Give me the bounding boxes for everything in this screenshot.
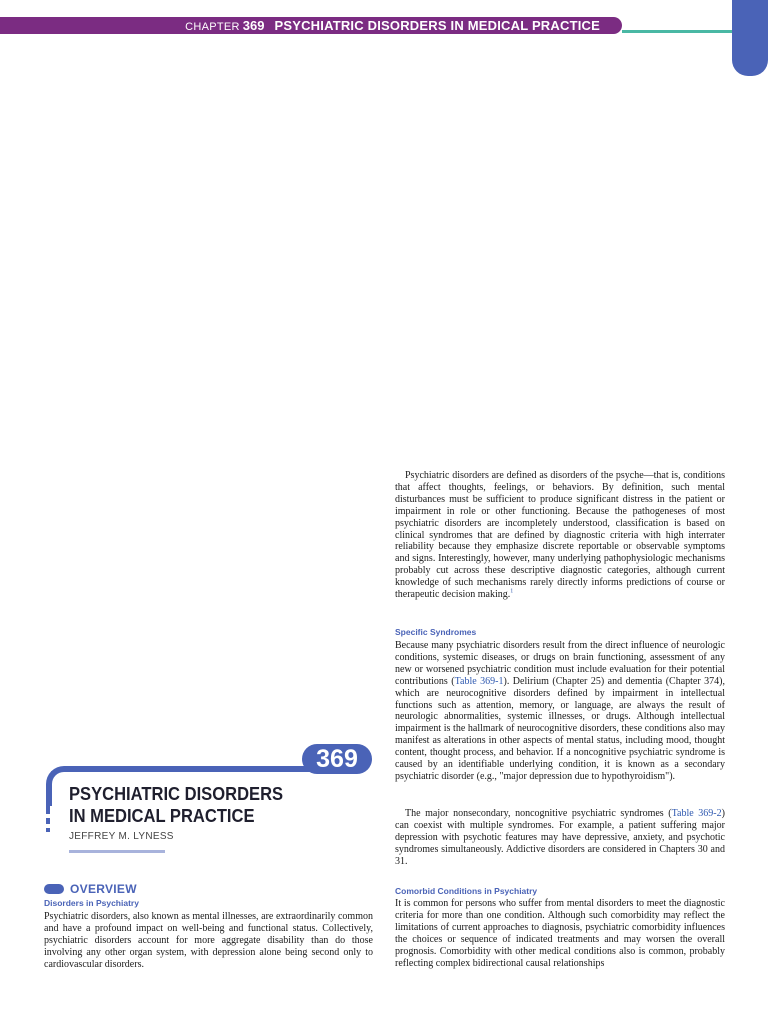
comorbid-paragraph: It is common for persons who suffer from mental disorders to meet the diagnostic criteria for more than one condition. Although such comorbidity may reflect the limitations of current approaches to diagnosis, psychiatric comorbidity influences the choices or sequence of indicated treatments and may worsen the overall prognosis. Comorbidity with other medical conditions also is common, probably reflecting complex bidirectional causal relationships	[395, 898, 725, 969]
syndromes-text: Because many psychiatric disorders result from the direct influence of neurologic conditions, systemic diseases, or drugs on brain functioning, assessment of any new or worsened psychiatric condition must include evaluation for their potential contributions (	[395, 640, 725, 687]
chapter-number-badge: 369	[302, 744, 372, 774]
syndromes-text: ) can coexist with multiple syndromes. For example, a patient suffering major depression with psychotic features may have depressive, anxiety, and psychotic syndromes simultaneously. Addictive disorders are considered in Chapters 30 and 31.	[395, 808, 725, 867]
syndromes-text: The major nonsecondary, noncognitive psychiatric syndromes (	[405, 808, 672, 819]
disorders-subheading: Disorders in Psychiatry	[44, 898, 139, 908]
author-underline	[69, 850, 165, 853]
intro-paragraph	[395, 470, 725, 601]
header-chapter-word: CHAPTER	[185, 21, 240, 33]
specific-syndromes-heading: Specific Syndromes	[395, 627, 477, 637]
reference-superscript[interactable]: 1	[510, 588, 514, 595]
header-chapter-number: 369	[242, 18, 265, 33]
chapter-title	[69, 783, 308, 827]
syndromes-paragraph-1	[395, 640, 725, 783]
comorbid-conditions-heading: Comorbid Conditions in Psychiatry	[395, 886, 538, 896]
chapter-title-line-1: PSYCHIATRIC DISORDERS	[69, 784, 284, 804]
page-edge-tab	[732, 0, 768, 76]
chapter-title-line-2: IN MEDICAL PRACTICE	[69, 806, 255, 826]
page-number: 2305	[699, 18, 727, 32]
bracket-dash	[46, 818, 50, 824]
syndromes-text: ). Delirium (Chapter 25) and dementia (Chapter 374), which are neurocognitive disorders defined by impairment in intellectual functions such as attention, memory, or language, are always the result of neurologic abnormalities, systemic illnesses, or drugs. Although intellectual impairment is the hallmark of neurocognitive disorders, these conditions also may manifest as alterations in other aspects of mental status, including mood, thought content, thought process, and behavior. If a noncognitive psychiatric syndrome is caused by an identifiable underlying condition, it is known as a secondary psychiatric disorder (e.g., "major depression due to hypothyroidism").	[395, 675, 726, 782]
bracket-dash	[46, 806, 50, 814]
syndromes-paragraph-2	[395, 808, 725, 868]
chapter-author: JEFFREY M. LYNESS	[69, 831, 174, 842]
bracket-dash	[46, 828, 50, 832]
running-header	[0, 17, 600, 34]
overview-heading: OVERVIEW	[70, 882, 137, 896]
table-369-2-link[interactable]: Table 369-2	[671, 808, 722, 819]
overview-bullet-icon	[44, 884, 64, 894]
overview-paragraph: Psychiatric disorders, also known as mental illnesses, are extraordinarily common and have a profound impact on well-being and functional status. Collectively, psychiatric disorders account for more aggregate disability than do those involving any other organ system, with depression alone being second only to cardiovascular disorders.	[44, 911, 373, 970]
table-369-1-link[interactable]: Table 369-1	[454, 675, 504, 687]
header-running-title: PSYCHIATRIC DISORDERS IN MEDICAL PRACTICE	[274, 18, 600, 33]
intro-text: Psychiatric disorders are defined as disorders of the psyche—that is, conditions that affect thoughts, feelings, or behaviors. By definition, such mental disturbances must be sufficient to produce significant distress in the patient or impairment in role or other functioning. Because the pathogeneses of most psychiatric disorders are incompletely understood, classification is based on clinical syndromes that are defined by diagnostic criteria with high interrater reliability because they emphasize discrete reportable or observable symptoms and signs. Interestingly, however, many underlying pathophysiologic mechanisms probably cut across these descriptive diagnostic categories, although current knowledge of such mechanisms rarely directly informs predictions of course or therapeutic decision making.	[395, 470, 725, 601]
